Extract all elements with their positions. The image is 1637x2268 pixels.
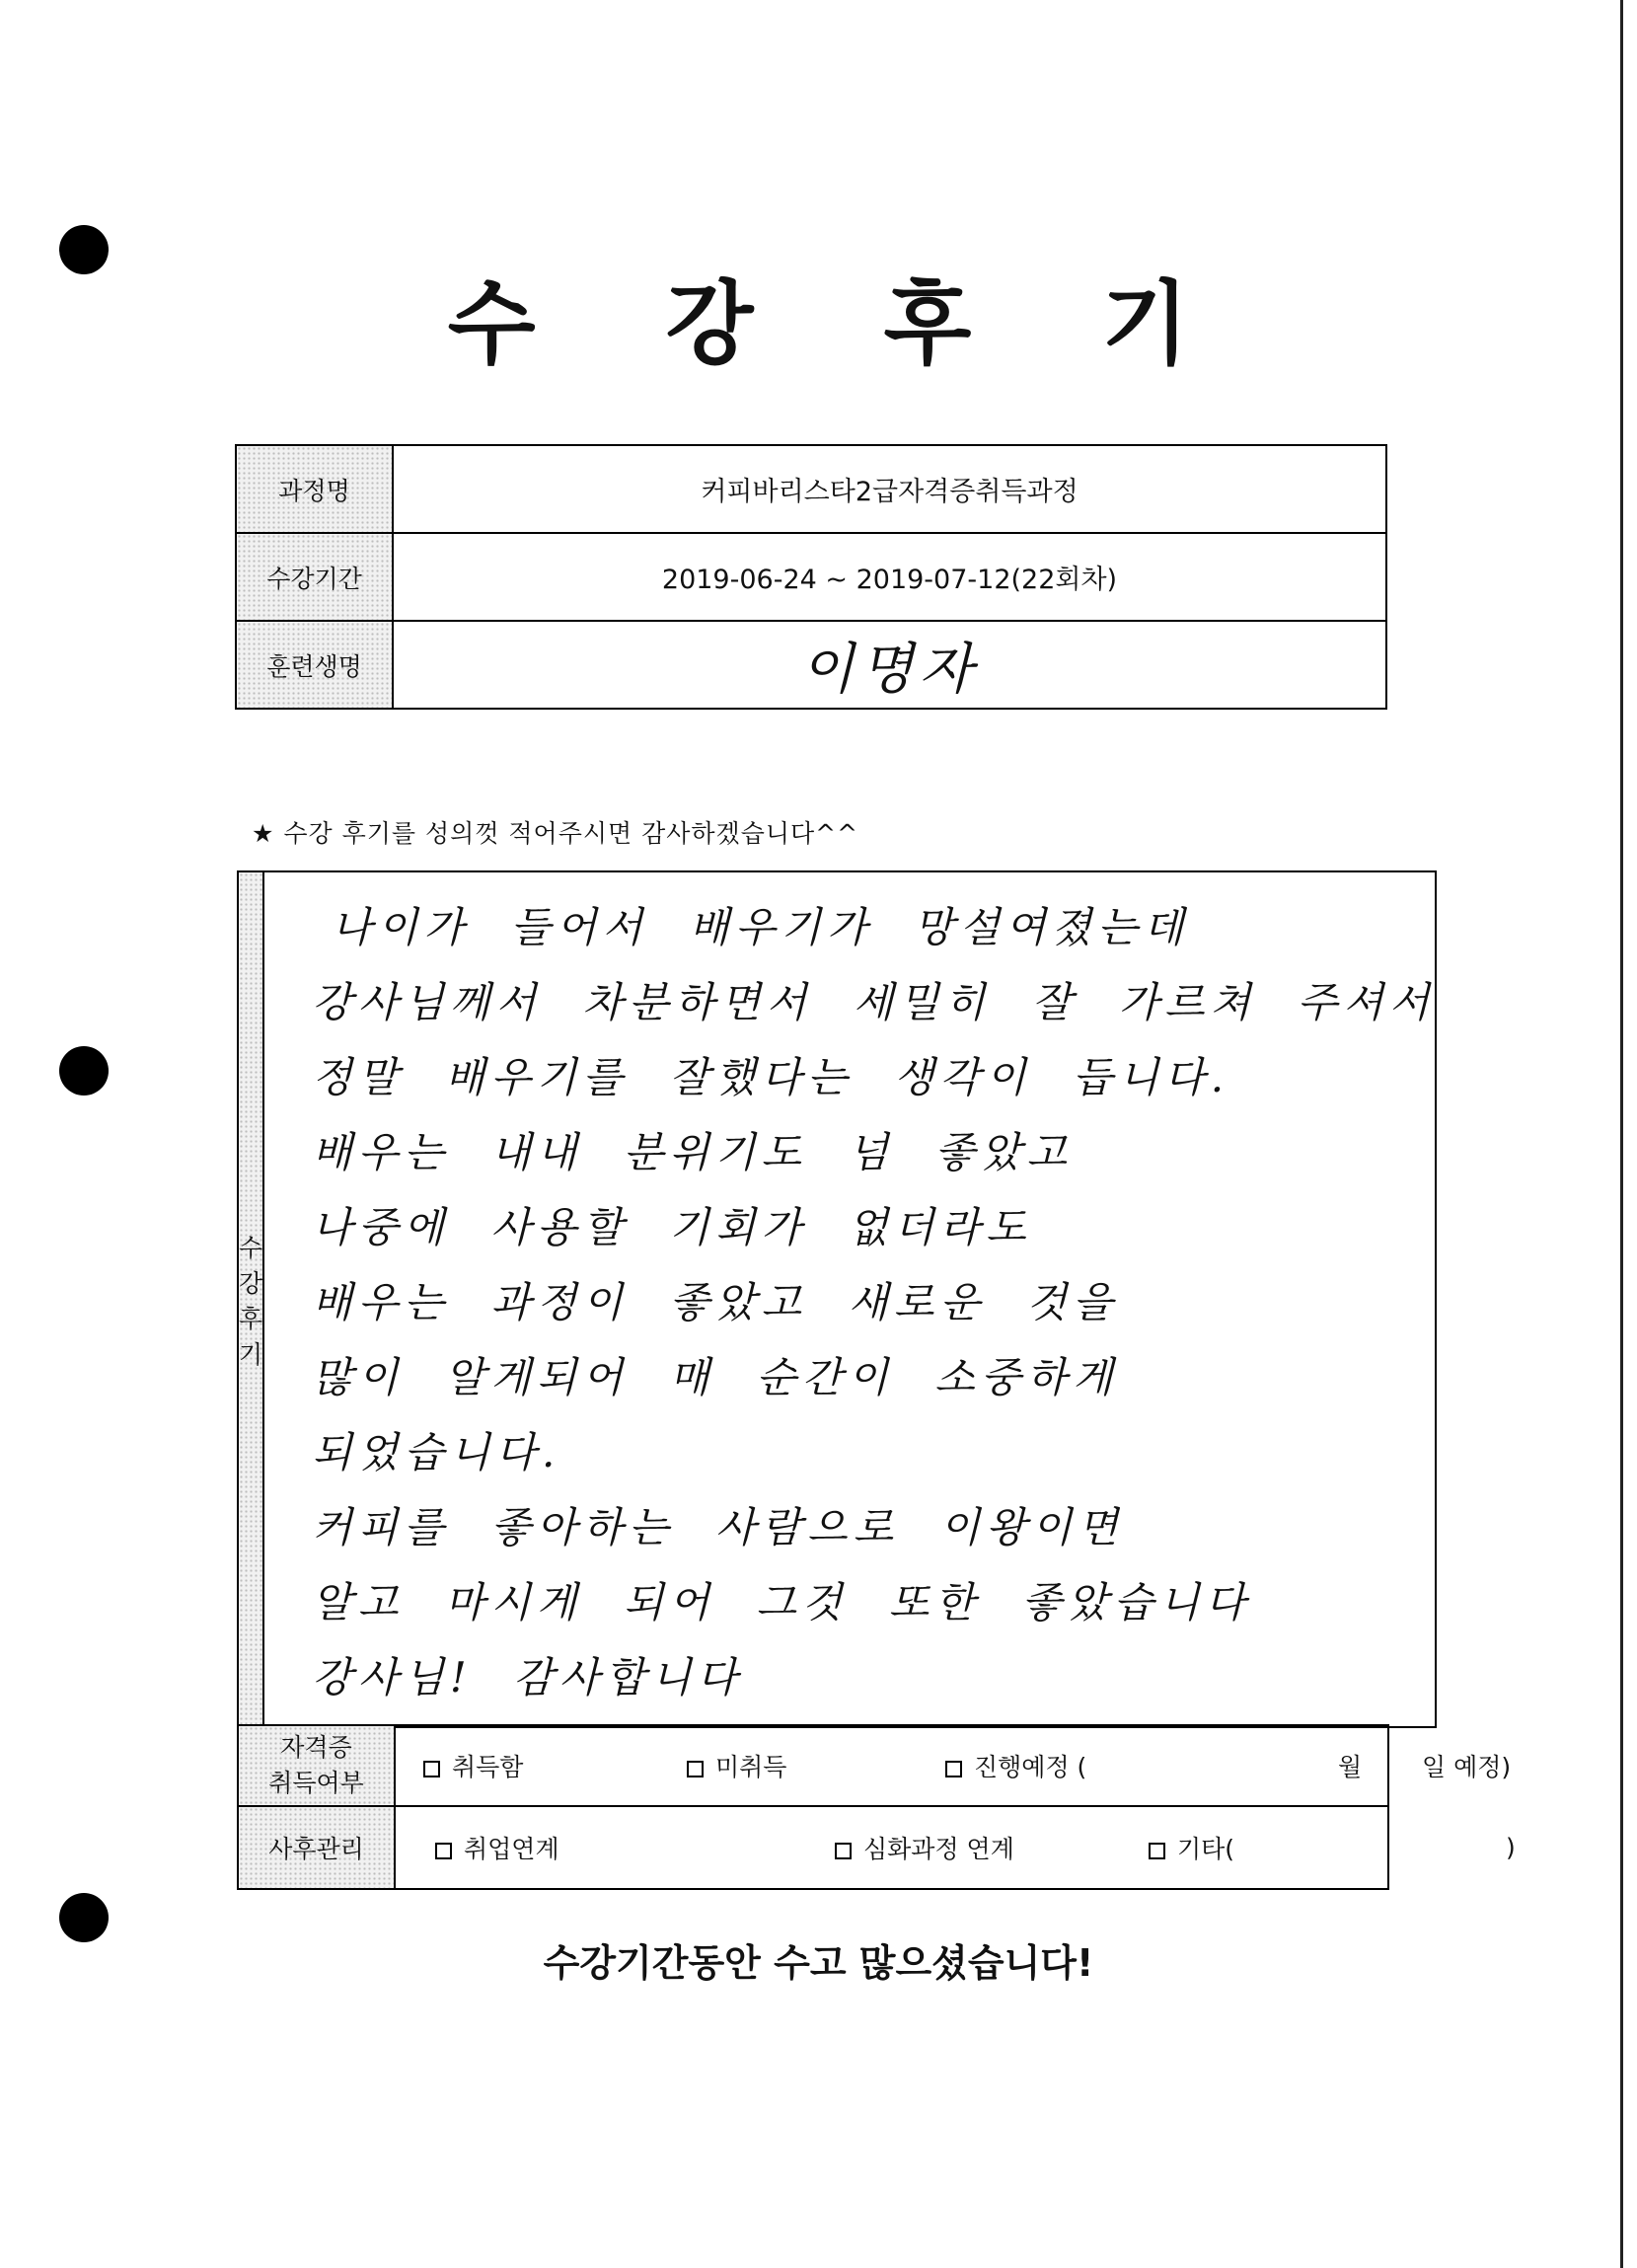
status-table [237, 1724, 1516, 1890]
checkbox-icon[interactable] [945, 1761, 962, 1777]
certificate-month-label: 월 [1338, 1753, 1363, 1781]
certificate-in-progress-label: 진행예정 ( [974, 1753, 1087, 1781]
course-label: 과정명 [236, 445, 393, 533]
course-row [236, 445, 1386, 533]
checkbox-icon[interactable] [435, 1843, 452, 1859]
certificate-label-line1: 자격증 [280, 1733, 352, 1762]
followup-advanced-label: 심화과정 연계 [863, 1835, 1014, 1863]
trainee-name-family: 이 [800, 637, 860, 702]
followup-label: 사후관리 [238, 1806, 395, 1889]
certificate-not-acquired-label: 미취득 [715, 1753, 787, 1781]
certificate-acquired-label: 취득함 [452, 1753, 524, 1781]
trainee-name-given: 명자 [859, 637, 979, 702]
trainee-name-cell [393, 621, 1386, 709]
certificate-day-label: 일 예정) [1422, 1753, 1512, 1781]
checkbox-icon[interactable] [1149, 1843, 1165, 1859]
followup-advanced-option[interactable] [835, 1830, 1014, 1865]
certificate-in-progress-option[interactable] [945, 1748, 1086, 1783]
punch-hole-middle [59, 1046, 109, 1096]
review-label: 수강후기 [238, 871, 263, 1727]
course-value: 커피바리스타2급자격증취득과정 [393, 445, 1386, 533]
checkbox-icon[interactable] [835, 1843, 852, 1859]
followup-job-label: 취업연계 [464, 1835, 559, 1863]
checkbox-icon[interactable] [687, 1761, 704, 1777]
followup-other-label: 기타( [1177, 1835, 1235, 1863]
review-line: 나이가 들어서 배우기가 망설여졌는데 [332, 903, 1190, 951]
footer-message: 수강기간동안 수고 많으셨습니다! [543, 1941, 1094, 1985]
review-line: 배우는 내내 분위기도 넘 좋았고 [312, 1128, 1073, 1176]
page-title: 수 강 후 기 [447, 271, 1239, 377]
followup-other-option[interactable] [1149, 1830, 1234, 1865]
course-info-table [235, 444, 1387, 710]
period-value: 2019-06-24 ~ 2019-07-12(22회차) [393, 533, 1386, 621]
review-row [238, 871, 1436, 1727]
review-line: 나중에 사용할 기회가 없더라도 [312, 1203, 1032, 1251]
review-line: 강사님! 감사합니다 [312, 1653, 743, 1701]
certificate-not-acquired-option[interactable] [687, 1748, 786, 1783]
period-row [236, 533, 1386, 621]
certificate-acquired-option[interactable] [423, 1748, 523, 1783]
followup-row [238, 1806, 1388, 1889]
trainee-row [236, 621, 1386, 709]
period-label: 수강기간 [236, 533, 393, 621]
followup-options [395, 1806, 1516, 1889]
review-instruction-note: ★ 수강 후기를 성의껏 적어주시면 감사하겠습니다^^ [252, 819, 859, 848]
review-handwritten-text [263, 871, 1436, 1727]
review-line: 많이 알게되어 매 순간이 소중하게 [312, 1353, 1119, 1401]
review-table [237, 870, 1437, 1728]
certificate-label [238, 1725, 395, 1806]
certificate-options [395, 1725, 1512, 1806]
followup-close-paren: ) [1506, 1833, 1516, 1862]
review-line: 강사님께서 차분하면서 세밀히 잘 가르쳐 주셔서 [312, 978, 1436, 1026]
review-line: 정말 배우기를 잘했다는 생각이 듭니다. [312, 1053, 1230, 1101]
review-line: 배우는 과정이 좋았고 새로운 것을 [312, 1278, 1119, 1326]
certificate-row [238, 1725, 1388, 1806]
followup-job-option[interactable] [435, 1830, 559, 1865]
trainee-label: 훈련생명 [236, 621, 393, 709]
checkbox-icon[interactable] [423, 1761, 440, 1777]
review-line: 알고 마시게 되어 그것 또한 좋았습니다 [312, 1578, 1252, 1626]
certificate-label-line2: 취득여부 [268, 1769, 364, 1797]
review-line: 되었습니다. [312, 1428, 561, 1476]
review-line: 커피를 좋아하는 사람으로 이왕이면 [312, 1503, 1124, 1551]
